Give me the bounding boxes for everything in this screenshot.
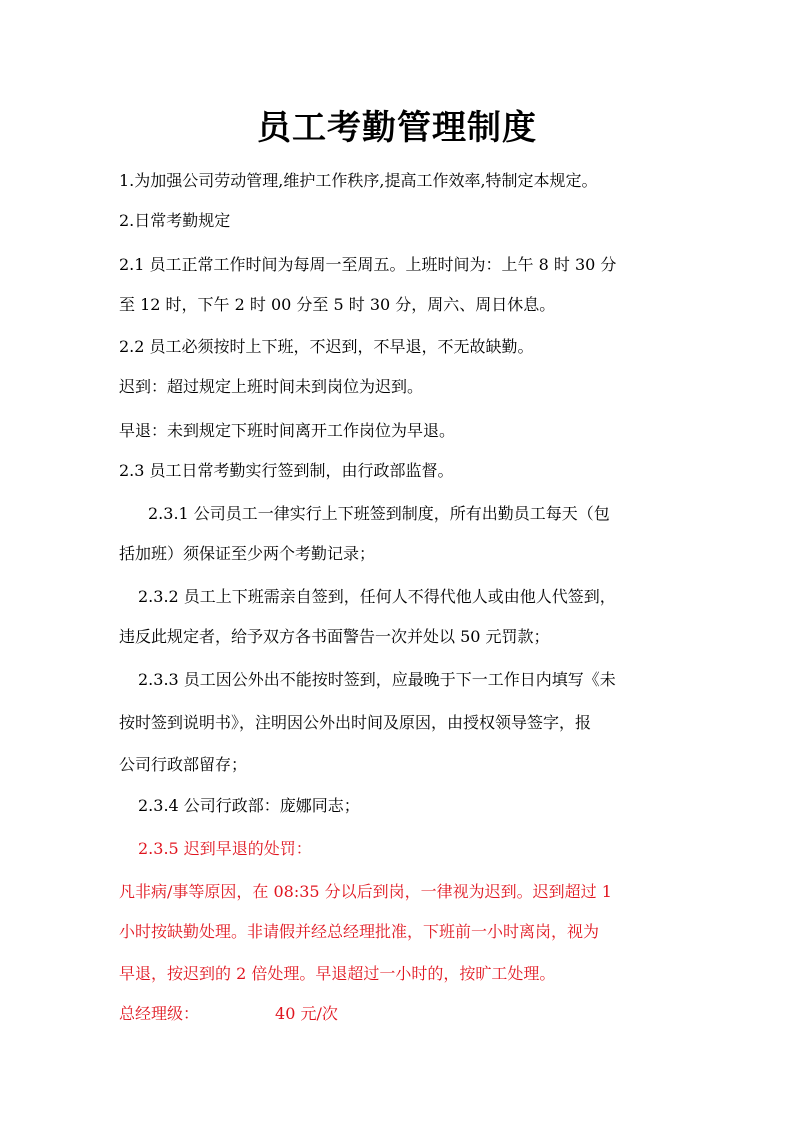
paragraph-purpose: 1.为加强公司劳动管理,维护工作秩序,提高工作效率,特制定本规定。 xyxy=(119,171,598,190)
paragraph-2-3-4: 2.3.4 公司行政部：庞娜同志； xyxy=(138,796,360,815)
paragraph-2-3-3-line2: 按时签到说明书》，注明因公外出时间及原因，由授权领导签字，报 xyxy=(119,713,592,732)
paragraph-2-1-line2: 至 12 时，下午 2 时 00 分至 5 时 30 分，周六、周日休息。 xyxy=(119,295,556,314)
penalty-paragraph-line3: 早退，按迟到的 2 倍处理。早退超过一小时的，按旷工处理。 xyxy=(119,964,556,983)
paragraph-2-2: 2.2 员工必须按时上下班，不迟到，不早退，不无故缺勤。 xyxy=(119,337,534,356)
penalty-paragraph-line2: 小时按缺勤处理。非请假并经总经理批准，下班前一小时离岗，视为 xyxy=(119,922,600,941)
paragraph-2-3-1-line1: 2.3.1 公司员工一律实行上下班签到制度，所有出勤员工每天（包 xyxy=(148,504,610,523)
paragraph-2-1-line1: 2.1 员工正常工作时间为每周一至周五。上班时间为：上午 8 时 30 分 xyxy=(119,255,617,274)
paragraph-2-3-1-line2: 括加班）须保证至少两个考勤记录； xyxy=(119,544,376,563)
document-title: 员工考勤管理制度 xyxy=(257,108,537,148)
paragraph-2-3-2-line1: 2.3.2 员工上下班需亲自签到，任何人不得代他人或由他人代签到， xyxy=(138,587,616,606)
penalty-row-general-manager xyxy=(119,1003,679,1025)
penalty-level-label: 总经理级： xyxy=(119,1004,200,1023)
paragraph-2-3: 2.3 员工日常考勤实行签到制，由行政部监督。 xyxy=(119,461,454,480)
paragraph-2-3-5-heading: 2.3.5 迟到早退的处罚： xyxy=(138,839,312,858)
paragraph-2-3-2-line2: 违反此规定者，给予双方各书面警告一次并处以 50 元罚款； xyxy=(119,627,550,646)
penalty-paragraph-line1: 凡非病/事等原因，在 08:35 分以后到岗，一律视为迟到。迟到超过 1 xyxy=(119,882,612,901)
paragraph-2-3-3-line1: 2.3.3 员工因公外出不能按时签到，应最晚于下一工作日内填写《未 xyxy=(138,670,616,689)
paragraph-early-leave-definition: 早退：未到规定下班时间离开工作岗位为早退。 xyxy=(119,421,456,440)
paragraph-late-definition: 迟到：超过规定上班时间未到岗位为迟到。 xyxy=(119,377,424,396)
paragraph-2-3-3-line3: 公司行政部留存； xyxy=(119,755,248,774)
penalty-amount: 40 元/次 xyxy=(275,1004,338,1023)
section-heading-daily: 2.日常考勤规定 xyxy=(119,211,231,230)
